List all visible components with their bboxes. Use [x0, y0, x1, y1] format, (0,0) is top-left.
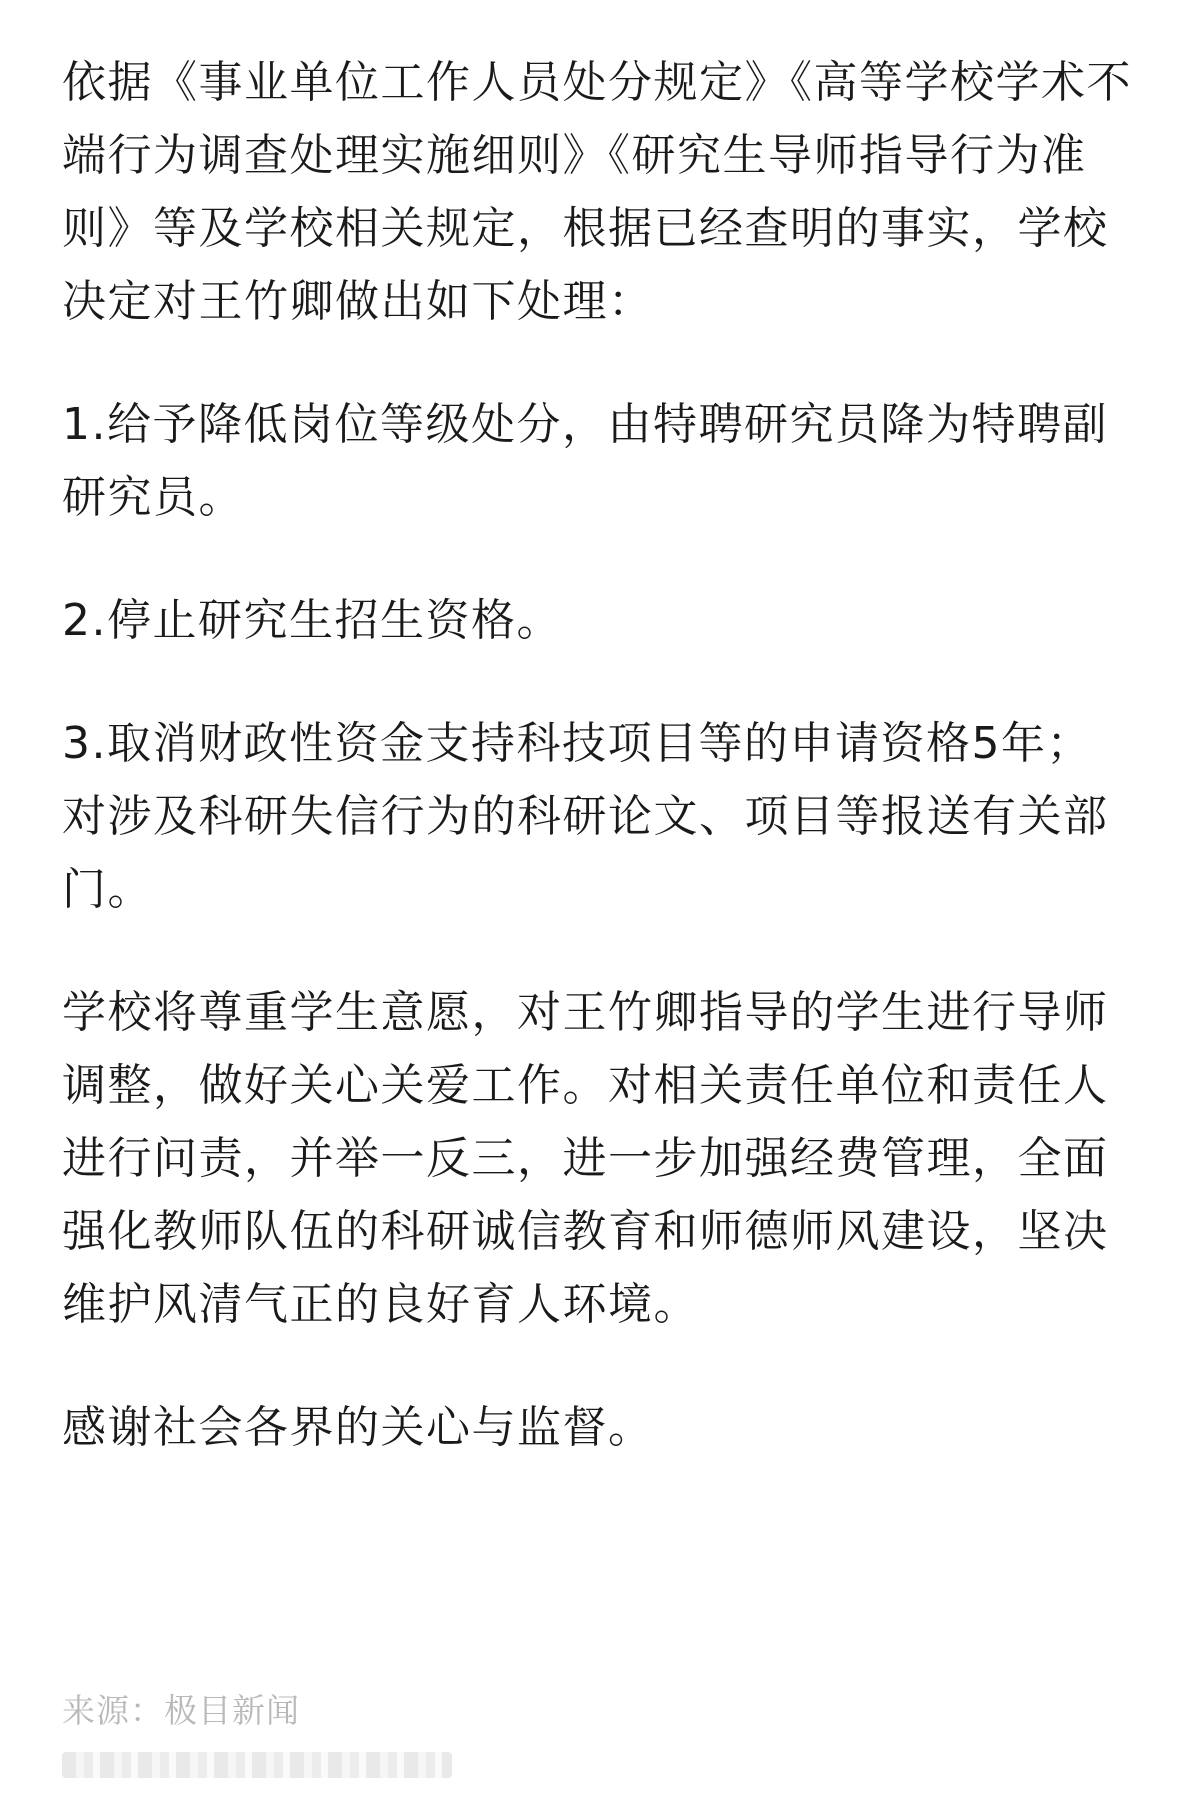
paragraph-penalty-3: 3.取消财政性资金支持科技项目等的申请资格5年；对涉及科研失信行为的科研论文、项目等报送有关部门。 — [62, 718, 1109, 915]
blurred-footer-strip — [62, 1752, 452, 1778]
source-label: 来源：极目新闻 — [62, 1691, 300, 1730]
paragraph-penalty-1: 1.给予降低岗位等级处分，由特聘研究员降为特聘副研究员。 — [62, 399, 1108, 523]
paragraph-thanks: 感谢社会各界的关心与监督。 — [62, 1402, 654, 1453]
paragraph-penalty-2: 2.停止研究生招生资格。 — [62, 595, 562, 646]
paragraph-school-measures: 学校将尊重学生意愿，对王竹卿指导的学生进行导师调整，做好关心关爱工作。对相关责任单位和责任人进行问责，并举一反三，进一步加强经费管理，全面强化教师队伍的科研诚信教育和师德师风建设，坚决维护风清气正的良好育人环境。 — [62, 987, 1109, 1330]
paragraph-basis: 依据《事业单位工作人员处分规定》《高等学校学术不端行为调查处理实施细则》《研究生导师指导行为准则》等及学校相关规定，根据已经查明的事实，学校决定对王竹卿做出如下处理： — [62, 57, 1132, 327]
article-body — [62, 46, 1132, 1514]
